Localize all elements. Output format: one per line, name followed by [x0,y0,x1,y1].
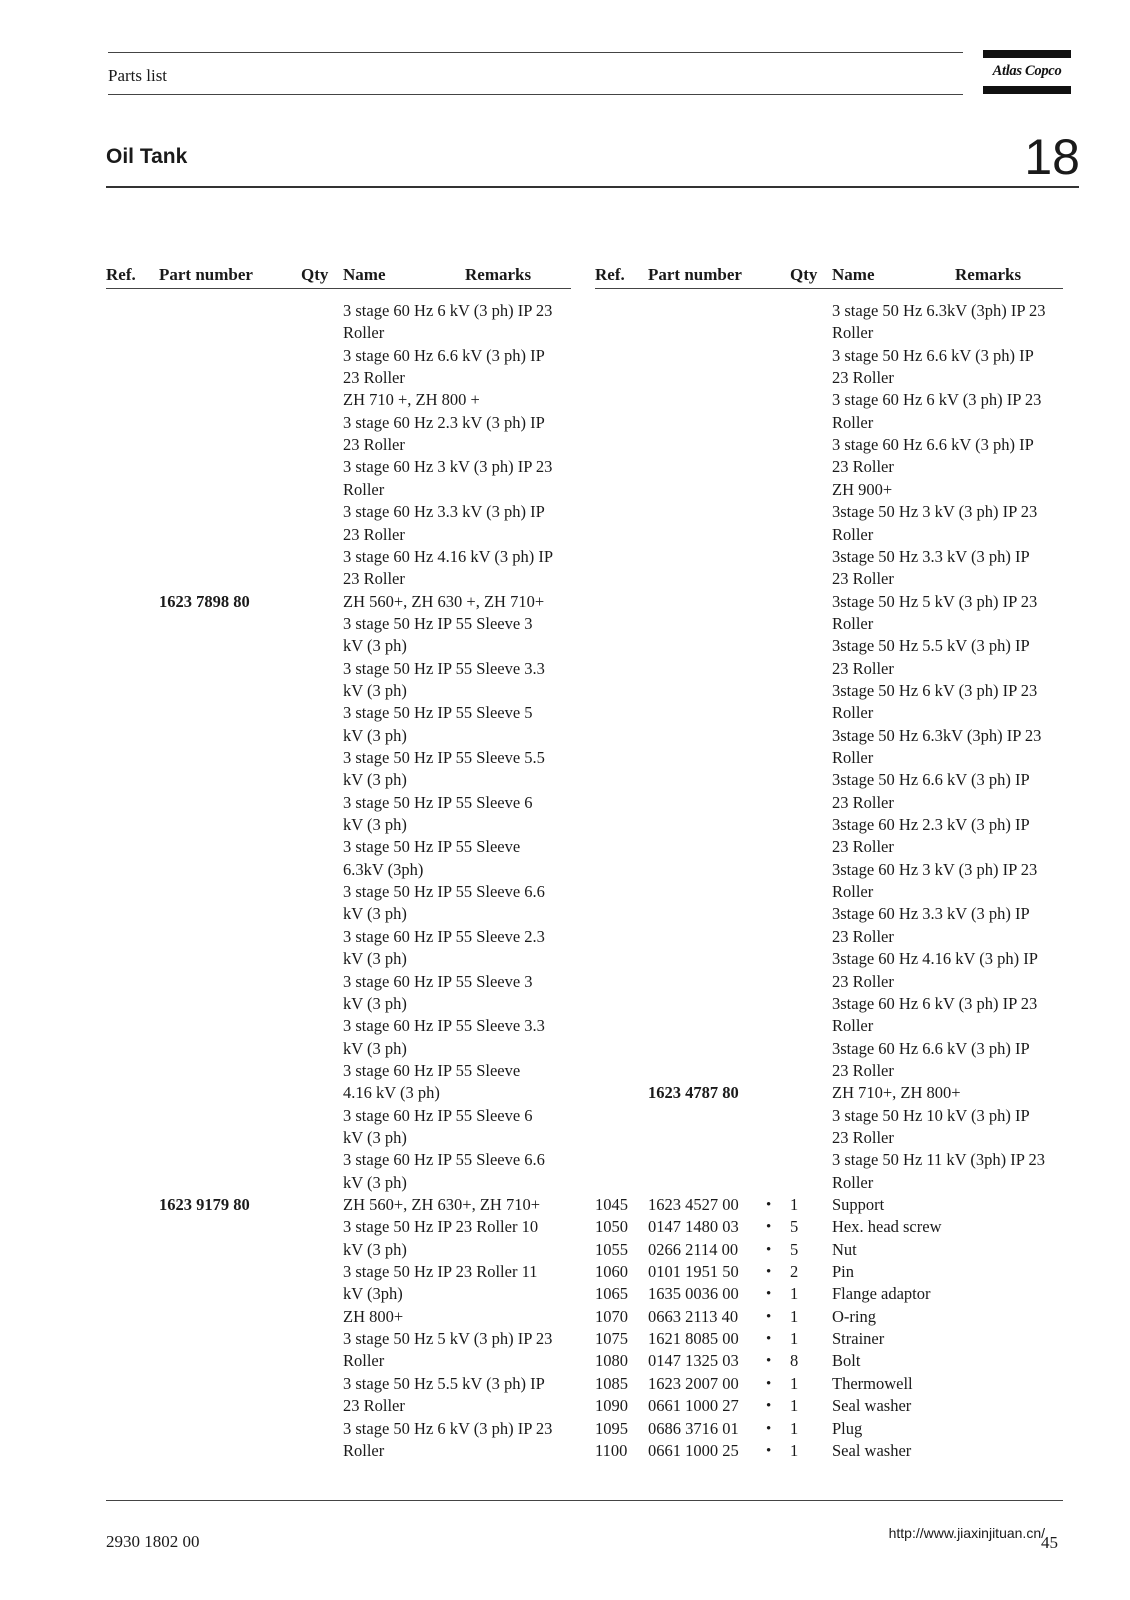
bullet-marker: • [766,1331,772,1348]
page-number: 45 [1041,1533,1058,1552]
qty-cell: 8 [790,1351,799,1371]
name-cell: 3stage 50 Hz 3.3 kV (3 ph) IP [832,546,1030,566]
col-remarks: Remarks [955,265,1022,284]
bullet-marker: • [766,1197,772,1213]
footer-rule [106,1500,1063,1501]
bullet-marker: • [766,1308,772,1325]
col-qty: Qty [790,265,818,284]
name-cell: 3 stage 50 Hz 6.6 kV (3 ph) IP [832,345,1034,365]
name-cell: 3 stage 50 Hz IP 55 Sleeve 3 [343,613,533,633]
atlas-copco-logo [983,50,1071,94]
name-cell: Roller [832,882,874,902]
part-number-cell: 0661 1000 27 [648,1396,739,1416]
qty-cell: 1 [790,1440,799,1460]
part-number-cell: 1635 0036 00 [648,1284,739,1304]
qty-cell: 1 [790,1396,799,1416]
name-cell: 23 Roller [832,926,894,946]
name-cell: 3 stage 60 Hz IP 55 Sleeve 6.6 [343,1150,545,1170]
name-cell: 6.3kV (3ph) [343,859,424,879]
bullet-marker: • [766,1241,772,1258]
name-cell: Roller [832,703,874,723]
name-cell: 4.16 kV (3 ph) [343,1083,440,1103]
col-part-number: Part number [159,265,253,284]
name-cell: kV (3 ph) [343,949,407,969]
name-cell: ZH 560+, ZH 630+, ZH 710+ [343,1195,541,1214]
ref-cell: 1065 [595,1284,628,1304]
name-cell: 3stage 50 Hz 5 kV (3 ph) IP 23 [832,591,1038,611]
header-bottom-rule [108,94,963,95]
ref-cell: 1060 [595,1262,628,1282]
part-number-cell: 0686 3716 01 [648,1418,739,1438]
name-cell: kV (3 ph) [343,1127,407,1147]
name-cell: 3 stage 50 Hz IP 55 Sleeve 5.5 [343,748,545,767]
name-cell: kV (3 ph) [343,1172,407,1192]
name-cell: Roller [343,1440,385,1460]
name-cell: 3 stage 50 Hz IP 55 Sleeve 5 [343,703,533,723]
name-cell: 23 Roller [343,524,405,544]
qty-cell: 1 [790,1306,799,1326]
part-number-cell: 1623 7898 80 [159,591,250,611]
name-cell: Roller [832,1016,874,1036]
name-cell: Roller [343,323,385,343]
qty-cell: 1 [790,1418,799,1438]
name-cell: 23 Roller [832,837,894,857]
name-cell: Thermowell [832,1373,913,1393]
name-cell: kV (3 ph) [343,815,407,835]
name-cell: kV (3 ph) [343,725,407,745]
name-cell: 3 stage 50 Hz 11 kV (3ph) IP 23 [832,1150,1045,1170]
ref-cell: 1075 [595,1329,628,1349]
name-cell: 3stage 60 Hz 3.3 kV (3 ph) IP [832,904,1030,924]
name-cell: 23 Roller [832,971,894,991]
part-number-cell: 0661 1000 25 [648,1440,739,1460]
name-cell: 23 Roller [343,569,405,589]
name-cell: 3stage 60 Hz 4.16 kV (3 ph) IP [832,949,1038,969]
bullet-marker: • [766,1398,772,1415]
name-cell: Flange adaptor [832,1284,931,1304]
name-cell: 3 stage 50 Hz 5 kV (3 ph) IP 23 [343,1329,553,1349]
col-remarks: Remarks [465,265,532,284]
qty-cell: 1 [790,1373,799,1393]
name-cell: 3 stage 60 Hz 3 kV (3 ph) IP 23 [343,457,553,477]
name-cell: kV (3ph) [343,1284,403,1304]
name-cell: 23 Roller [832,658,894,678]
name-cell: ZH 800+ [343,1306,404,1326]
qty-cell: 1 [790,1284,799,1304]
page-title: Oil Tank [106,145,188,168]
name-cell: ZH 900+ [832,479,893,499]
name-cell: Roller [343,1351,385,1371]
name-cell: 3 stage 60 Hz IP 55 Sleeve [343,1060,521,1080]
name-cell: 23 Roller [832,1060,894,1080]
name-cell: Seal washer [832,1440,912,1460]
name-cell: 3stage 50 Hz 6.6 kV (3 ph) IP [832,770,1030,790]
name-cell: 23 Roller [832,1127,894,1147]
name-cell: 3stage 60 Hz 6.6 kV (3 ph) IP [832,1038,1030,1058]
bullet-marker: • [766,1286,772,1303]
name-cell: 3 stage 60 Hz 6 kV (3 ph) IP 23 [343,301,553,320]
name-cell: Pin [832,1262,855,1282]
ref-cell: 1090 [595,1396,628,1416]
name-cell: kV (3 ph) [343,680,407,700]
bullet-marker: • [766,1353,772,1370]
part-number-cell: 0663 2113 40 [648,1306,739,1326]
name-cell: Roller [832,323,874,343]
name-cell: ZH 560+, ZH 630 +, ZH 710+ [343,591,545,611]
name-cell: Support [832,1195,885,1214]
part-number-cell: 0147 1480 03 [648,1217,739,1237]
name-cell: 23 Roller [343,368,405,388]
name-cell: 3stage 50 Hz 5.5 kV (3 ph) IP [832,636,1030,656]
name-cell: 23 Roller [343,435,405,455]
name-cell: 3stage 50 Hz 6.3kV (3ph) IP 23 [832,725,1042,745]
name-cell: 3 stage 50 Hz IP 55 Sleeve [343,837,521,857]
chapter-number: 18 [1024,129,1080,185]
name-cell: 3 stage 50 Hz 6.3kV (3ph) IP 23 [832,301,1046,320]
name-cell: 3 stage 50 Hz 5.5 kV (3 ph) IP [343,1373,545,1393]
bullet-marker: • [766,1219,772,1236]
name-cell: 3 stage 50 Hz 10 kV (3 ph) IP [832,1105,1030,1125]
part-number-cell: 1621 8085 00 [648,1329,739,1349]
ref-cell: 1045 [595,1195,628,1214]
name-cell: Bolt [832,1351,861,1371]
name-cell: 3 stage 50 Hz 6 kV (3 ph) IP 23 [343,1418,553,1438]
name-cell: 3 stage 50 Hz IP 55 Sleeve 3.3 [343,658,545,678]
ref-cell: 1095 [595,1418,628,1438]
name-cell: 3stage 60 Hz 6 kV (3 ph) IP 23 [832,993,1038,1013]
name-cell: Roller [832,1172,874,1192]
ref-cell: 1055 [595,1239,628,1259]
name-cell: Seal washer [832,1396,912,1416]
part-number-cell: 1623 4787 80 [648,1083,739,1103]
name-cell: 3 stage 50 Hz IP 23 Roller 10 [343,1217,539,1237]
qty-cell: 2 [790,1262,799,1282]
title-rule [106,186,1079,188]
name-cell: Roller [832,613,874,633]
col-qty: Qty [301,265,329,284]
name-cell: kV (3 ph) [343,1038,407,1058]
name-cell: 3 stage 60 Hz 6.6 kV (3 ph) IP [343,345,545,365]
part-number-cell: 1623 9179 80 [159,1195,250,1214]
name-cell: 23 Roller [832,569,894,589]
left-header-rule [106,288,571,289]
name-cell: Roller [343,479,385,499]
bullet-marker: • [766,1375,772,1392]
name-cell: 3stage 60 Hz 3 kV (3 ph) IP 23 [832,859,1038,879]
name-cell: kV (3 ph) [343,1239,407,1259]
name-cell: 3 stage 50 Hz IP 55 Sleeve 6.6 [343,882,545,902]
source-url: http://www.jiaxinjituan.cn/ [888,1525,1045,1541]
section-label: Parts list [108,66,168,85]
qty-cell: 5 [790,1217,799,1237]
name-cell: 3stage 50 Hz 3 kV (3 ph) IP 23 [832,502,1038,522]
name-cell: Roller [832,412,874,432]
header-top-rule [108,52,963,53]
name-cell: 23 Roller [832,792,894,812]
name-cell: Nut [832,1239,857,1259]
name-cell: 3 stage 60 Hz 3.3 kV (3 ph) IP [343,502,545,522]
name-cell: 3 stage 60 Hz IP 55 Sleeve 3 [343,971,533,991]
name-cell: kV (3 ph) [343,636,407,656]
name-cell: Roller [832,524,874,544]
name-cell: O-ring [832,1306,876,1326]
name-cell: 23 Roller [832,368,894,388]
bullet-marker: • [766,1420,772,1437]
bullet-marker: • [766,1264,772,1281]
qty-cell: 1 [790,1329,799,1349]
name-cell: Hex. head screw [832,1217,942,1237]
name-cell: 3 stage 60 Hz 2.3 kV (3 ph) IP [343,412,545,432]
name-cell: 3 stage 60 Hz 6.6 kV (3 ph) IP [832,435,1034,455]
part-number-cell: 0101 1951 50 [648,1262,739,1282]
ref-cell: 1100 [595,1440,628,1460]
part-number-cell: 0266 2114 00 [648,1239,739,1259]
name-cell: 3 stage 60 Hz 4.16 kV (3 ph) IP [343,546,554,566]
name-cell: 3 stage 60 Hz IP 55 Sleeve 3.3 [343,1016,545,1036]
ref-cell: 1080 [595,1351,628,1371]
name-cell: Roller [832,748,874,767]
ref-cell: 1070 [595,1306,628,1326]
name-cell: Plug [832,1418,863,1438]
col-name: Name [343,265,386,284]
qty-cell: 1 [790,1195,799,1214]
part-number-cell: 1623 2007 00 [648,1373,739,1393]
name-cell: Strainer [832,1329,885,1349]
qty-cell: 5 [790,1239,799,1259]
name-cell: 23 Roller [343,1396,405,1416]
col-ref: Ref. [595,265,625,284]
name-cell: kV (3 ph) [343,904,407,924]
name-cell: 3 stage 60 Hz IP 55 Sleeve 6 [343,1105,533,1125]
name-cell: 3stage 50 Hz 6 kV (3 ph) IP 23 [832,680,1038,700]
name-cell: 3 stage 50 Hz IP 23 Roller 11 [343,1262,538,1282]
name-cell: ZH 710 +, ZH 800 + [343,390,480,410]
name-cell: ZH 710+, ZH 800+ [832,1083,961,1103]
document-number: 2930 1802 00 [106,1532,200,1551]
name-cell: 3 stage 50 Hz IP 55 Sleeve 6 [343,792,533,812]
col-name: Name [832,265,875,284]
logo-text: Atlas Copco [992,63,1062,79]
right-header-rule [595,288,1063,289]
name-cell: 23 Roller [832,457,894,477]
col-ref: Ref. [106,265,136,284]
name-cell: kV (3 ph) [343,770,407,790]
ref-cell: 1050 [595,1217,628,1237]
name-cell: 3 stage 60 Hz IP 55 Sleeve 2.3 [343,926,545,946]
name-cell: 3stage 60 Hz 2.3 kV (3 ph) IP [832,815,1030,835]
col-part-number: Part number [648,265,742,284]
part-number-cell: 1623 4527 00 [648,1195,739,1214]
part-number-cell: 0147 1325 03 [648,1351,739,1371]
name-cell: 3 stage 60 Hz 6 kV (3 ph) IP 23 [832,390,1042,410]
bullet-marker: • [766,1442,772,1459]
name-cell: kV (3 ph) [343,993,407,1013]
ref-cell: 1085 [595,1373,628,1393]
